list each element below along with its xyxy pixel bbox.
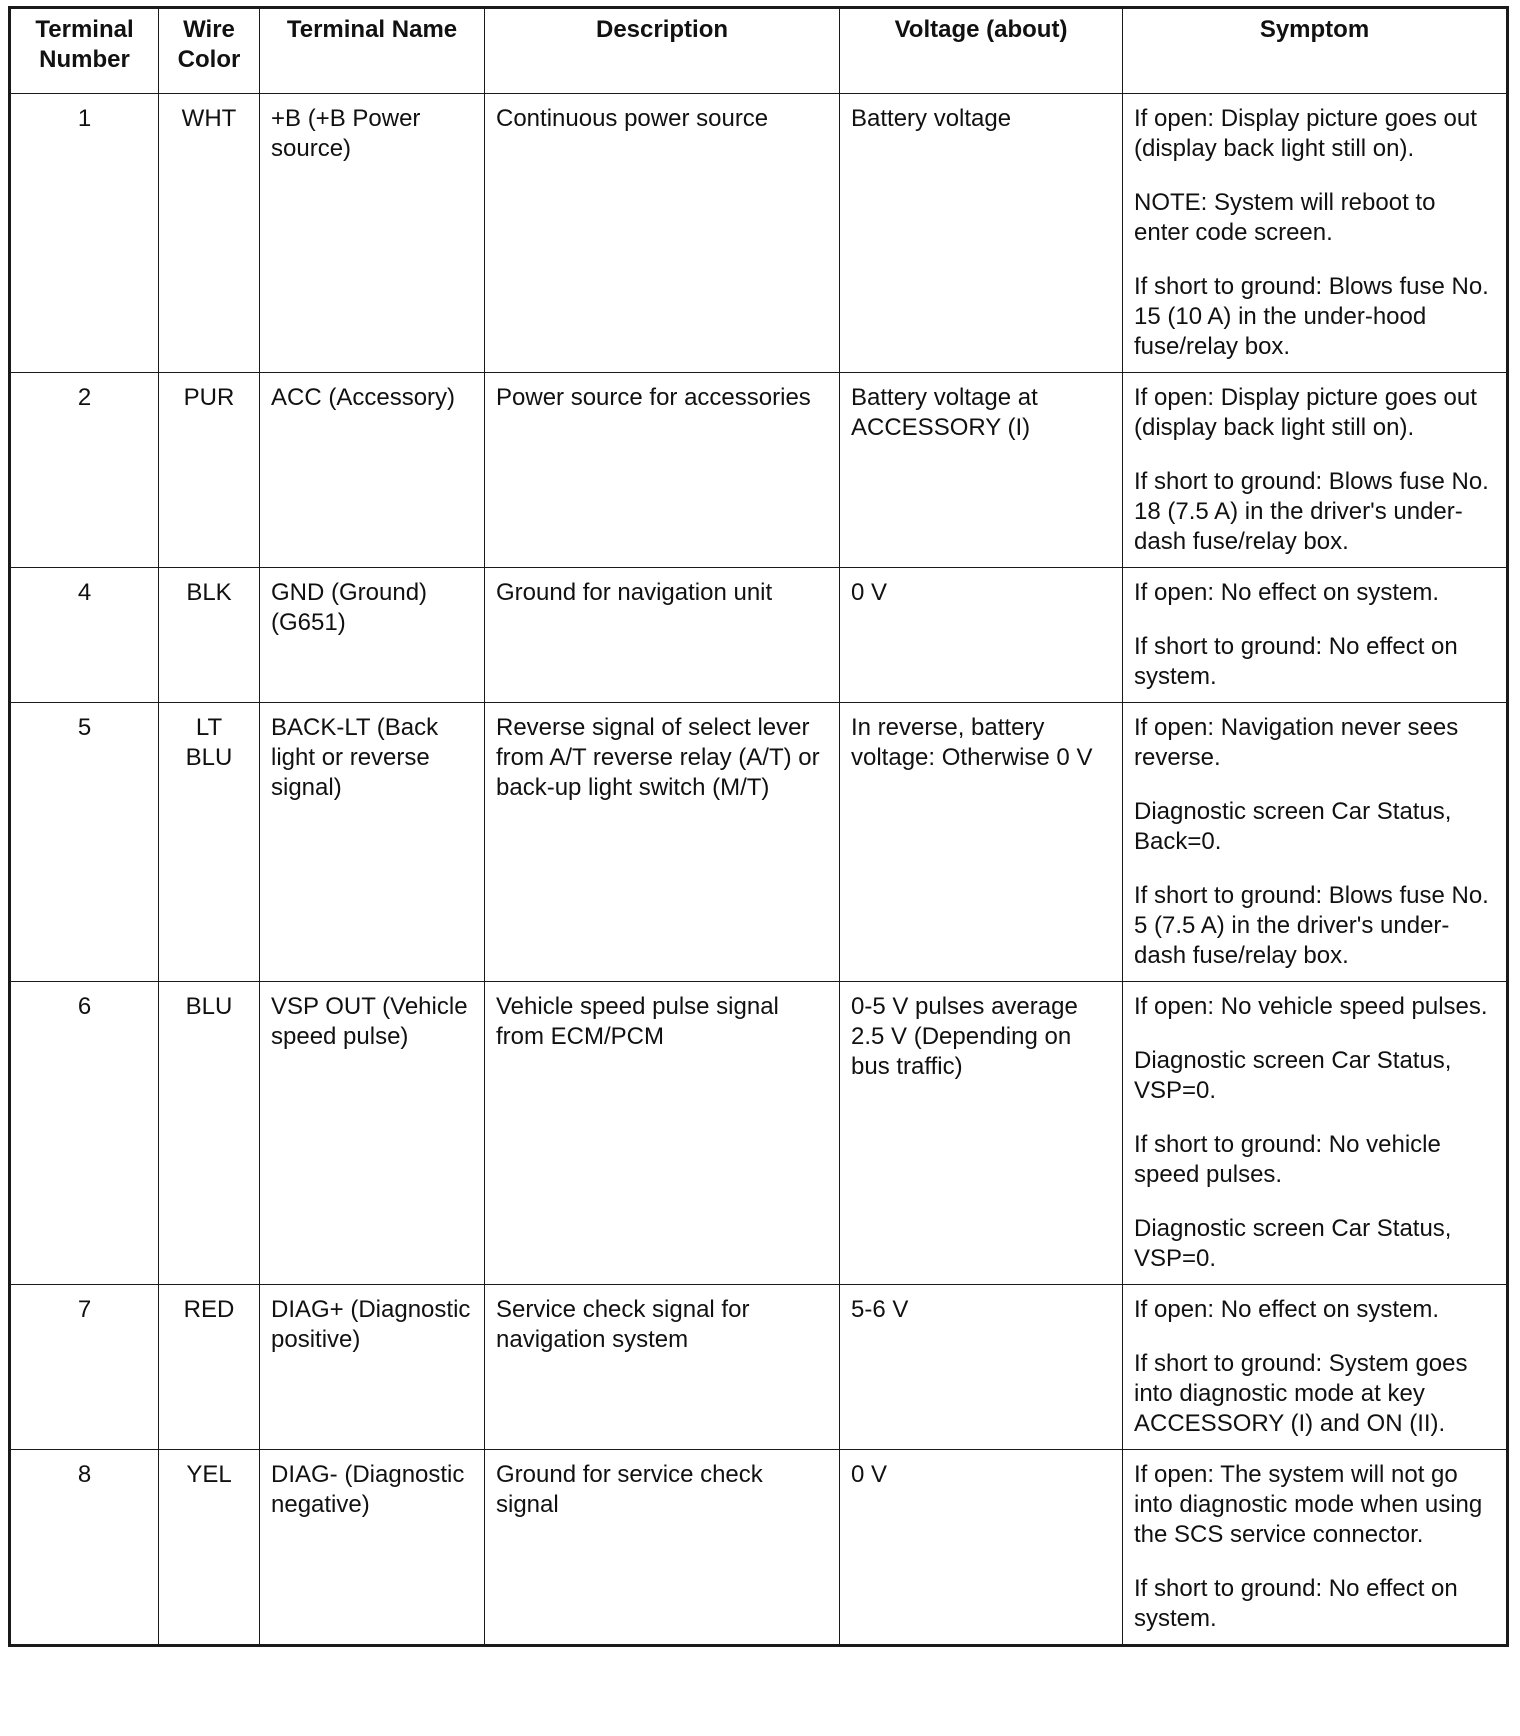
symptom-paragraph: Diagnostic screen Car Status, VSP=0. bbox=[1134, 1047, 1452, 1104]
symptom-paragraph: If short to ground: Blows fuse No. 5 (7.5 A) in the driver's under-dash fuse/relay box. bbox=[1134, 882, 1489, 969]
cell-terminal-name: DIAG+ (Diagnostic positive) bbox=[260, 1285, 485, 1450]
wire-color-text: PUR bbox=[183, 384, 235, 411]
symptom-paragraph: Diagnostic screen Car Status, VSP=0. bbox=[1134, 1215, 1452, 1272]
symptom-paragraph: If open: Navigation never sees reverse. bbox=[1134, 714, 1459, 771]
cell-symptom bbox=[1123, 982, 1508, 1285]
symptom-paragraph: If short to ground: No effect on system. bbox=[1134, 1575, 1458, 1632]
cell-voltage: 5-6 V bbox=[840, 1285, 1123, 1450]
cell-symptom bbox=[1123, 1285, 1508, 1450]
cell-wire-color bbox=[159, 982, 260, 1285]
symptom-paragraph: If open: No vehicle speed pulses. bbox=[1134, 993, 1488, 1020]
wire-color-text: RED bbox=[183, 1296, 235, 1323]
cell-description: Power source for accessories bbox=[485, 373, 840, 568]
cell-voltage: 0-5 V pulses average 2.5 V (Depending on bus traffic) bbox=[840, 982, 1123, 1285]
cell-terminal-name: GND (Ground) (G651) bbox=[260, 568, 485, 703]
header-description: Description bbox=[485, 8, 840, 94]
symptom-paragraph: If open: The system will not go into diagnostic mode when using the SCS service connector. bbox=[1134, 1461, 1483, 1548]
table-row bbox=[10, 1450, 1508, 1646]
symptom-paragraph: If open: No effect on system. bbox=[1134, 1296, 1440, 1323]
table-body bbox=[10, 94, 1508, 1646]
cell-description: Service check signal for navigation system bbox=[485, 1285, 840, 1450]
cell-wire-color bbox=[159, 1285, 260, 1450]
cell-voltage: Battery voltage bbox=[840, 94, 1123, 373]
cell-terminal-number: 2 bbox=[10, 373, 159, 568]
symptom-paragraph: If short to ground: Blows fuse No. 18 (7.5 A) in the driver's under-dash fuse/relay box. bbox=[1134, 468, 1489, 555]
cell-description: Reverse signal of select lever from A/T reverse relay (A/T) or back-up light switch (M/T) bbox=[485, 703, 840, 982]
cell-voltage: In reverse, battery voltage: Otherwise 0 V bbox=[840, 703, 1123, 982]
wire-color-text: YEL bbox=[186, 1461, 232, 1488]
cell-terminal-name: ACC (Accessory) bbox=[260, 373, 485, 568]
table-row bbox=[10, 703, 1508, 982]
terminal-table-container bbox=[8, 6, 1506, 1647]
header-terminal-number-line-2: Number bbox=[39, 46, 130, 73]
cell-terminal-number: 4 bbox=[10, 568, 159, 703]
cell-terminal-number: 5 bbox=[10, 703, 159, 982]
symptom-paragraph: If open: Display picture goes out (display back light still on). bbox=[1134, 105, 1477, 162]
wire-color-text: BLU bbox=[185, 993, 233, 1020]
cell-symptom bbox=[1123, 703, 1508, 982]
table-header-row bbox=[10, 8, 1508, 94]
cell-voltage: 0 V bbox=[840, 1450, 1123, 1646]
cell-terminal-number: 1 bbox=[10, 94, 159, 373]
symptom-paragraph: If short to ground: No effect on system. bbox=[1134, 633, 1458, 690]
cell-wire-color bbox=[159, 568, 260, 703]
cell-symptom bbox=[1123, 1450, 1508, 1646]
cell-symptom bbox=[1123, 94, 1508, 373]
symptom-paragraph: If open: Display picture goes out (display back light still on). bbox=[1134, 384, 1477, 441]
cell-wire-color bbox=[159, 373, 260, 568]
table-row bbox=[10, 373, 1508, 568]
cell-symptom bbox=[1123, 568, 1508, 703]
cell-description: Vehicle speed pulse signal from ECM/PCM bbox=[485, 982, 840, 1285]
cell-voltage: Battery voltage at ACCESSORY (I) bbox=[840, 373, 1123, 568]
terminal-table bbox=[8, 6, 1509, 1647]
wire-color-text: BLK bbox=[186, 579, 232, 606]
cell-terminal-number: 8 bbox=[10, 1450, 159, 1646]
table-row bbox=[10, 94, 1508, 373]
symptom-paragraph: If short to ground: No vehicle speed pulses. bbox=[1134, 1131, 1441, 1188]
header-symptom: Symptom bbox=[1123, 8, 1508, 94]
wire-color-text: LT bbox=[195, 714, 223, 741]
wire-color-text: WHT bbox=[181, 105, 237, 132]
cell-terminal-name: BACK-LT (Back light or reverse signal) bbox=[260, 703, 485, 982]
header-terminal-number-line-1: Terminal bbox=[35, 16, 134, 43]
wire-color-text: BLU bbox=[185, 744, 233, 771]
cell-terminal-number: 7 bbox=[10, 1285, 159, 1450]
symptom-paragraph: NOTE: System will reboot to enter code screen. bbox=[1134, 189, 1436, 246]
cell-description: Ground for navigation unit bbox=[485, 568, 840, 703]
symptom-paragraph: If open: No effect on system. bbox=[1134, 579, 1440, 606]
cell-terminal-name: VSP OUT (Vehicle speed pulse) bbox=[260, 982, 485, 1285]
table-row bbox=[10, 568, 1508, 703]
header-wire-color-line-2: Color bbox=[177, 46, 241, 73]
symptom-paragraph: If short to ground: System goes into diagnostic mode at key ACCESSORY (I) and ON (II). bbox=[1134, 1350, 1468, 1437]
symptom-paragraph: Diagnostic screen Car Status, Back=0. bbox=[1134, 798, 1452, 855]
cell-terminal-name: DIAG- (Diagnostic negative) bbox=[260, 1450, 485, 1646]
header-wire-color bbox=[159, 8, 260, 94]
cell-voltage: 0 V bbox=[840, 568, 1123, 703]
header-voltage: Voltage (about) bbox=[840, 8, 1123, 94]
header-terminal-name: Terminal Name bbox=[260, 8, 485, 94]
table-row bbox=[10, 982, 1508, 1285]
header-terminal-number bbox=[10, 8, 159, 94]
table-row bbox=[10, 1285, 1508, 1450]
cell-wire-color bbox=[159, 94, 260, 373]
cell-wire-color bbox=[159, 1450, 260, 1646]
cell-description: Ground for service check signal bbox=[485, 1450, 840, 1646]
cell-terminal-number: 6 bbox=[10, 982, 159, 1285]
header-wire-color-line-1: Wire bbox=[183, 16, 235, 43]
symptom-paragraph: If short to ground: Blows fuse No. 15 (10 A) in the under-hood fuse/relay box. bbox=[1134, 273, 1489, 360]
cell-description: Continuous power source bbox=[485, 94, 840, 373]
cell-terminal-name: +B (+B Power source) bbox=[260, 94, 485, 373]
cell-wire-color bbox=[159, 703, 260, 982]
cell-symptom bbox=[1123, 373, 1508, 568]
